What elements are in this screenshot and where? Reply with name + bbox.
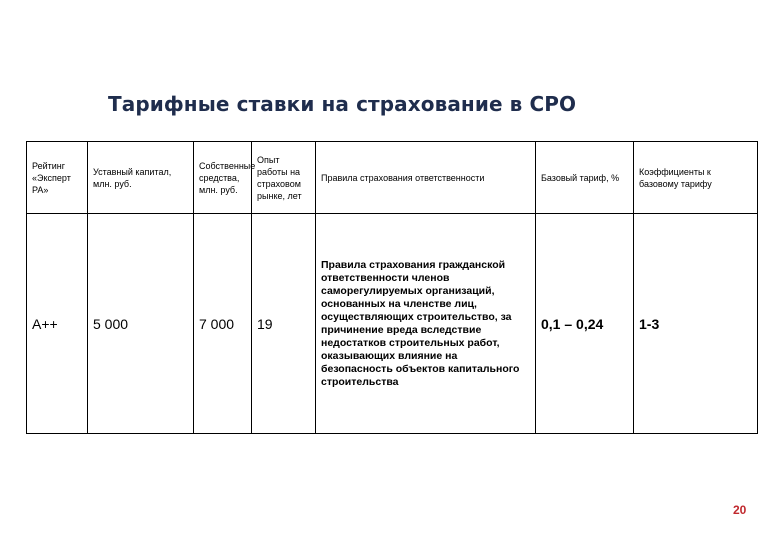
header-experience: Опыт работы на страховом рынке, лет [252,142,316,214]
cell-experience: 19 [252,214,316,434]
cell-rules: Правила страхования гражданской ответственности членов саморегулируемых организаций, основанных на членстве лиц, осуществляющих строительство, за причинение вреда вследствие недостатков строительных работ, оказывающих влияние на безопасность объектов капитального строительства [316,214,536,434]
cell-capital: 5 000 [88,214,194,434]
table-row [27,214,758,434]
header-rating: Рейтинг «Эксперт РА» [27,142,88,214]
tariff-table [26,141,758,434]
page-title: Тарифные ставки на страхование в СРО [108,92,577,116]
cell-coefficients: 1-3 [634,214,758,434]
header-rules: Правила страхования ответственности [316,142,536,214]
cell-base-rate: 0,1 – 0,24 [536,214,634,434]
header-base-rate: Базовый тариф, % [536,142,634,214]
header-own-funds: Собственные средства, млн. руб. [194,142,252,214]
cell-rating: A++ [27,214,88,434]
header-coefficients: Коэффициенты к базовому тарифу [634,142,758,214]
page-number: 20 [733,503,747,517]
header-capital: Уставный капитал, млн. руб. [88,142,194,214]
table-header-row [27,142,758,214]
cell-own-funds: 7 000 [194,214,252,434]
